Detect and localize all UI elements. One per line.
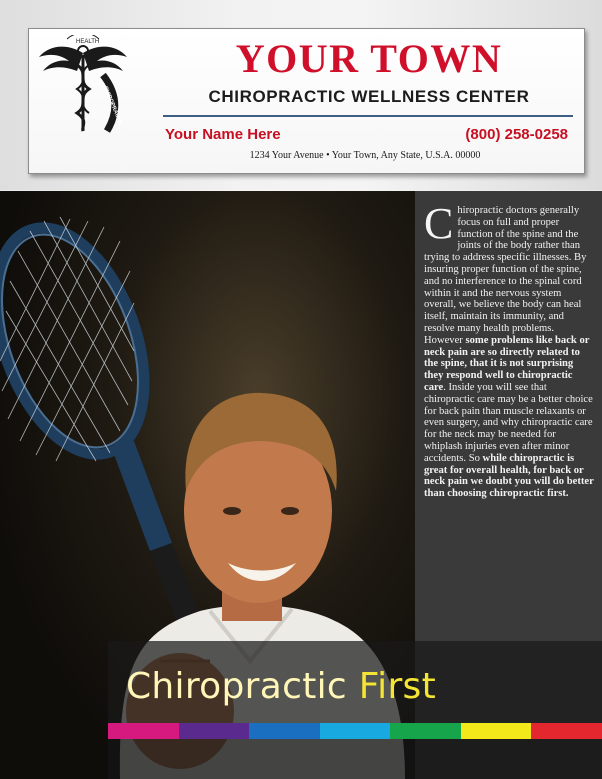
color-stripe-4	[320, 723, 391, 739]
newsletter-title	[126, 666, 436, 707]
article-bold-1: some problems like back or neck pain are so directly related to the spine, that it is not surprising they respond well to chiropractic care	[424, 334, 590, 393]
color-stripe-3	[249, 723, 320, 739]
title-part-chiropractic: Chiropractic	[126, 666, 359, 707]
color-stripe-7	[531, 723, 602, 739]
color-stripe-5	[390, 723, 461, 739]
bottom-strip	[108, 739, 602, 779]
address-line: 1234 Your Avenue • Your Town, Any State, U.S.A. 00000	[249, 150, 481, 161]
color-stripe-2	[179, 723, 250, 739]
logo-text-top: HEALTH	[76, 39, 100, 45]
title-part-first: First	[358, 666, 437, 707]
color-stripe-6	[461, 723, 532, 739]
color-stripe-bar	[108, 723, 602, 739]
caduceus-logo-icon	[37, 35, 129, 135]
article-bold-2: while chiropractic is great for overall health, for back or neck pain we doubt you will do better than choosing chiropractic first.	[424, 452, 594, 500]
phone-number: (800) 258-0258	[465, 126, 568, 143]
color-stripe-1	[108, 723, 179, 739]
article-text-1: hiropractic doctors generally focus on full and proper function of the spine and the joints of the body rather than trying to address specific illnesses. By insuring proper function of the spine, and no interference to the spinal cord within it and the nervous system overall, we believe the body can heal itself, maintain its immunity, and resolve many health problems. However	[424, 205, 587, 346]
letterhead	[28, 28, 585, 174]
doctor-name: Your Name Here	[165, 126, 281, 143]
drop-cap: C	[424, 199, 454, 248]
town-title: YOUR TOWN	[235, 36, 503, 81]
center-name: CHIROPRACTIC WELLNESS CENTER	[208, 87, 530, 106]
header-divider	[163, 115, 573, 117]
article-body	[424, 199, 594, 500]
logo-text-side: CHIROPRACTIC	[102, 85, 124, 127]
article-text-2: . Inside you will see that chiropractic care may be a better choice for back pain than muscle relaxants or even surgery, and why chiropractic care for the neck may be needed for whiplash injuries even after minor accidents. So	[424, 381, 593, 464]
